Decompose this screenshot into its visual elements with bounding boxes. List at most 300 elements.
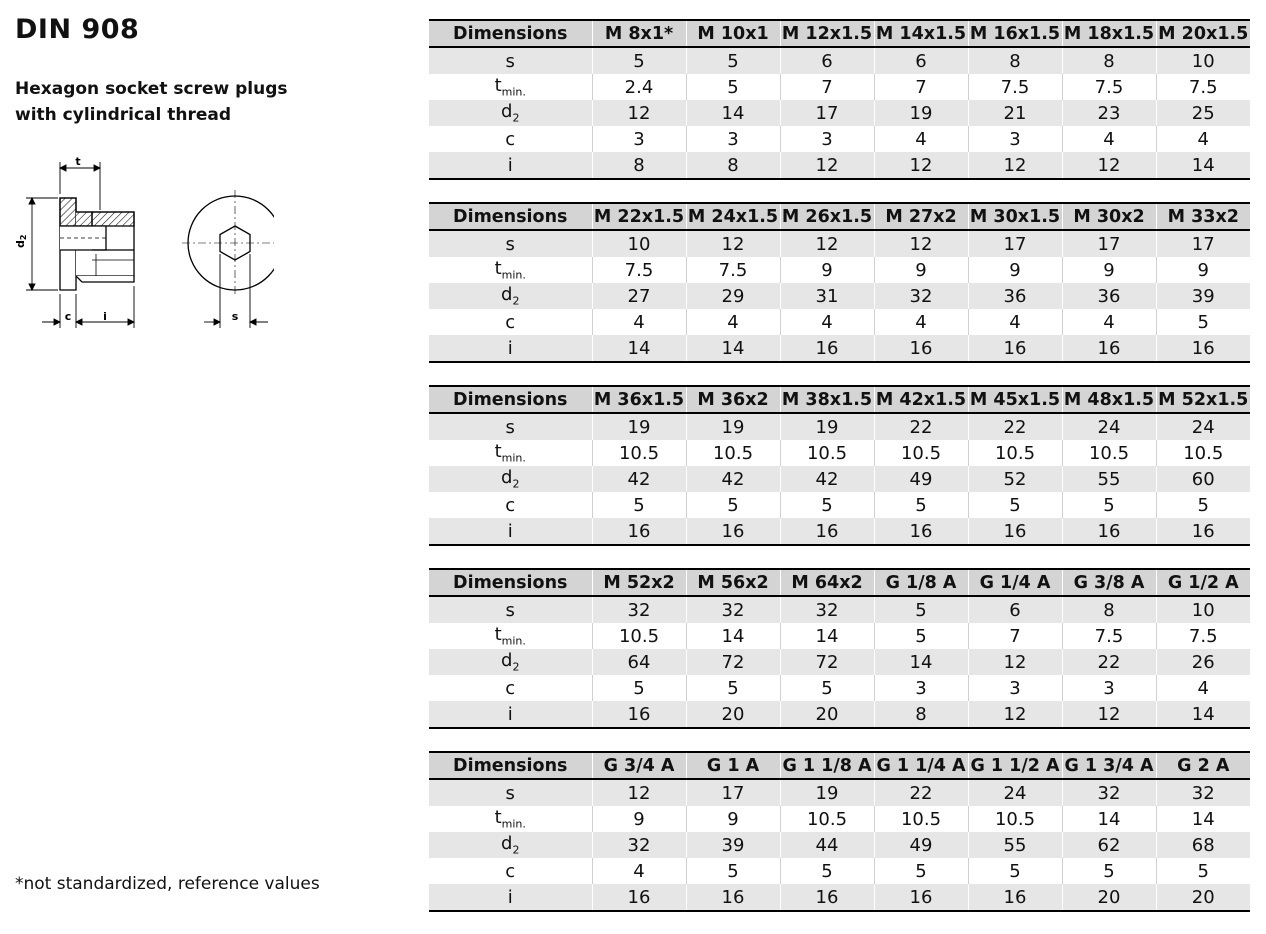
table-cell: 4 bbox=[968, 309, 1062, 335]
table-cell: 10.5 bbox=[686, 440, 780, 466]
table-cell: 5 bbox=[780, 675, 874, 701]
table-cell: 6 bbox=[968, 596, 1062, 623]
table-cell: 8 bbox=[686, 152, 780, 179]
column-header-size: M 56x2 bbox=[686, 569, 780, 596]
column-header-size: M 27x2 bbox=[874, 203, 968, 230]
table-cell: 8 bbox=[1062, 596, 1156, 623]
table-row bbox=[429, 466, 1250, 492]
table-cell: 5 bbox=[592, 675, 686, 701]
row-label bbox=[429, 779, 592, 806]
table-cell: 5 bbox=[874, 492, 968, 518]
table-cell: 10.5 bbox=[968, 806, 1062, 832]
column-header-dimensions: Dimensions bbox=[429, 569, 592, 596]
column-header-size: M 36x1.5 bbox=[592, 386, 686, 413]
table-cell: 14 bbox=[874, 649, 968, 675]
table-cell: 2.4 bbox=[592, 74, 686, 100]
table-cell: 8 bbox=[968, 47, 1062, 74]
table-cell: 3 bbox=[874, 675, 968, 701]
table-cell: 14 bbox=[1156, 152, 1250, 179]
table-row bbox=[429, 649, 1250, 675]
table-row bbox=[429, 858, 1250, 884]
table-cell: 8 bbox=[592, 152, 686, 179]
table-cell: 5 bbox=[686, 492, 780, 518]
table-cell: 42 bbox=[686, 466, 780, 492]
table-cell: 20 bbox=[686, 701, 780, 728]
table-row bbox=[429, 413, 1250, 440]
table-cell: 23 bbox=[1062, 100, 1156, 126]
table-cell: 55 bbox=[968, 832, 1062, 858]
table-row bbox=[429, 257, 1250, 283]
table-cell: 62 bbox=[1062, 832, 1156, 858]
row-label-main: t bbox=[494, 441, 502, 463]
table-cell: 4 bbox=[686, 309, 780, 335]
table-cell: 4 bbox=[1062, 126, 1156, 152]
table-row bbox=[429, 283, 1250, 309]
column-header-size: G 3/8 A bbox=[1062, 569, 1156, 596]
table-cell: 10.5 bbox=[874, 806, 968, 832]
table-cell: 6 bbox=[874, 47, 968, 74]
table-cell: 12 bbox=[780, 230, 874, 257]
table-cell: 5 bbox=[780, 858, 874, 884]
table-cell: 16 bbox=[968, 335, 1062, 362]
table-cell: 42 bbox=[592, 466, 686, 492]
table-row bbox=[429, 492, 1250, 518]
table-cell: 17 bbox=[1156, 230, 1250, 257]
table-cell: 4 bbox=[592, 309, 686, 335]
table-cell: 25 bbox=[1156, 100, 1250, 126]
table-cell: 4 bbox=[1156, 126, 1250, 152]
row-label-main: c bbox=[505, 860, 516, 882]
table-cell: 24 bbox=[968, 779, 1062, 806]
table-cell: 14 bbox=[686, 335, 780, 362]
table-cell: 4 bbox=[874, 126, 968, 152]
column-header-size: G 1 3/4 A bbox=[1062, 752, 1156, 779]
row-label-main: s bbox=[505, 233, 515, 255]
table-cell: 5 bbox=[1156, 858, 1250, 884]
row-label bbox=[429, 126, 592, 152]
dim-label-s: s bbox=[231, 310, 239, 323]
row-label bbox=[429, 309, 592, 335]
table-row bbox=[429, 74, 1250, 100]
table-cell: 17 bbox=[780, 100, 874, 126]
table-cell: 26 bbox=[1156, 649, 1250, 675]
dimension-table-4 bbox=[429, 568, 1250, 729]
table-cell: 3 bbox=[968, 126, 1062, 152]
row-label bbox=[429, 47, 592, 74]
row-label-main: i bbox=[507, 337, 513, 359]
table-cell: 12 bbox=[592, 100, 686, 126]
table-cell: 5 bbox=[968, 858, 1062, 884]
table-cell: 10.5 bbox=[592, 623, 686, 649]
subtitle-line-2: with cylindrical thread bbox=[15, 105, 232, 125]
row-label-main: s bbox=[505, 416, 515, 438]
table-cell: 12 bbox=[592, 779, 686, 806]
table-cell: 21 bbox=[968, 100, 1062, 126]
column-header-size: M 48x1.5 bbox=[1062, 386, 1156, 413]
table-cell: 16 bbox=[592, 884, 686, 911]
row-label bbox=[429, 623, 592, 649]
table-cell: 6 bbox=[780, 47, 874, 74]
table-cell: 5 bbox=[874, 858, 968, 884]
table-cell: 9 bbox=[592, 806, 686, 832]
row-label-sub: 2 bbox=[512, 660, 520, 674]
row-label-main: s bbox=[505, 782, 515, 804]
table-cell: 7.5 bbox=[1156, 74, 1250, 100]
column-header-size: G 1/8 A bbox=[874, 569, 968, 596]
row-label-main: t bbox=[494, 624, 502, 646]
table-cell: 17 bbox=[1062, 230, 1156, 257]
row-label bbox=[429, 74, 592, 100]
subtitle-line-1: Hexagon socket screw plugs bbox=[15, 79, 288, 99]
table-cell: 5 bbox=[686, 858, 780, 884]
row-label bbox=[429, 257, 592, 283]
table-cell: 5 bbox=[968, 492, 1062, 518]
table-cell: 4 bbox=[592, 858, 686, 884]
table-cell: 39 bbox=[1156, 283, 1250, 309]
column-header-size: M 18x1.5 bbox=[1062, 20, 1156, 47]
table-cell: 19 bbox=[780, 779, 874, 806]
table-cell: 5 bbox=[780, 492, 874, 518]
row-label-main: c bbox=[505, 494, 516, 516]
column-header-size: G 1 1/4 A bbox=[874, 752, 968, 779]
table-cell: 14 bbox=[686, 623, 780, 649]
table-cell: 3 bbox=[686, 126, 780, 152]
row-label-main: d bbox=[501, 101, 513, 123]
table-cell: 14 bbox=[686, 100, 780, 126]
row-label bbox=[429, 230, 592, 257]
row-label-main: t bbox=[494, 258, 502, 280]
dimension-table-3 bbox=[429, 385, 1250, 546]
side-view bbox=[60, 198, 134, 290]
table-cell: 7.5 bbox=[968, 74, 1062, 100]
column-header-size: M 20x1.5 bbox=[1156, 20, 1250, 47]
row-label bbox=[429, 858, 592, 884]
table-cell: 12 bbox=[1062, 152, 1156, 179]
row-label-sub: 2 bbox=[512, 843, 520, 857]
table-cell: 14 bbox=[1156, 806, 1250, 832]
row-label bbox=[429, 152, 592, 179]
table-cell: 68 bbox=[1156, 832, 1250, 858]
table-cell: 12 bbox=[968, 701, 1062, 728]
table-cell: 10.5 bbox=[592, 440, 686, 466]
row-label-main: c bbox=[505, 128, 516, 150]
row-label bbox=[429, 283, 592, 309]
table-cell: 3 bbox=[592, 126, 686, 152]
table-row bbox=[429, 596, 1250, 623]
table-cell: 19 bbox=[592, 413, 686, 440]
column-header-size: M 30x1.5 bbox=[968, 203, 1062, 230]
column-header-size: M 64x2 bbox=[780, 569, 874, 596]
table-cell: 44 bbox=[780, 832, 874, 858]
table-cell: 9 bbox=[1156, 257, 1250, 283]
table-cell: 32 bbox=[686, 596, 780, 623]
column-header-size: G 1/4 A bbox=[968, 569, 1062, 596]
row-label bbox=[429, 100, 592, 126]
column-header-size: M 26x1.5 bbox=[780, 203, 874, 230]
table-cell: 19 bbox=[874, 100, 968, 126]
column-header-size: M 33x2 bbox=[1156, 203, 1250, 230]
table-cell: 16 bbox=[686, 518, 780, 545]
row-label-main: i bbox=[507, 154, 513, 176]
table-cell: 12 bbox=[968, 152, 1062, 179]
table-cell: 32 bbox=[780, 596, 874, 623]
table-cell: 16 bbox=[780, 884, 874, 911]
table-cell: 9 bbox=[874, 257, 968, 283]
table-cell: 4 bbox=[1062, 309, 1156, 335]
column-header-size: M 38x1.5 bbox=[780, 386, 874, 413]
dim-label-t: t bbox=[75, 155, 81, 168]
table-cell: 5 bbox=[1062, 858, 1156, 884]
table-cell: 10.5 bbox=[1062, 440, 1156, 466]
dim-label-c: c bbox=[64, 310, 72, 323]
column-header-size: M 10x1 bbox=[686, 20, 780, 47]
row-label bbox=[429, 675, 592, 701]
table-cell: 22 bbox=[874, 413, 968, 440]
table-cell: 12 bbox=[780, 152, 874, 179]
row-label-main: i bbox=[507, 703, 513, 725]
column-header-size: M 22x1.5 bbox=[592, 203, 686, 230]
column-header-dimensions: Dimensions bbox=[429, 20, 592, 47]
table-cell: 16 bbox=[874, 884, 968, 911]
table-cell: 8 bbox=[874, 701, 968, 728]
row-label-sub: 2 bbox=[512, 294, 520, 308]
table-cell: 10.5 bbox=[1156, 440, 1250, 466]
column-header-dimensions: Dimensions bbox=[429, 386, 592, 413]
row-label-main: t bbox=[494, 807, 502, 829]
table-header-row bbox=[429, 569, 1250, 596]
table-cell: 20 bbox=[1062, 884, 1156, 911]
table-cell: 20 bbox=[780, 701, 874, 728]
column-header-size: G 1 1/2 A bbox=[968, 752, 1062, 779]
table-header-row bbox=[429, 386, 1250, 413]
column-header-size: M 45x1.5 bbox=[968, 386, 1062, 413]
table-cell: 7 bbox=[874, 74, 968, 100]
table-cell: 7.5 bbox=[592, 257, 686, 283]
dim-label-d2-sub: 2 bbox=[19, 234, 28, 241]
table-cell: 16 bbox=[686, 884, 780, 911]
table-cell: 16 bbox=[592, 701, 686, 728]
table-cell: 7.5 bbox=[1062, 623, 1156, 649]
row-label bbox=[429, 466, 592, 492]
table-cell: 36 bbox=[1062, 283, 1156, 309]
table-cell: 39 bbox=[686, 832, 780, 858]
table-cell: 5 bbox=[1062, 492, 1156, 518]
table-row bbox=[429, 152, 1250, 179]
table-cell: 10 bbox=[1156, 596, 1250, 623]
table-row bbox=[429, 806, 1250, 832]
dimension-table-1 bbox=[429, 19, 1250, 180]
page-subtitle bbox=[15, 76, 335, 128]
dim-label-d2-main: d bbox=[14, 240, 27, 248]
row-label-sub: min. bbox=[501, 817, 526, 831]
row-label bbox=[429, 492, 592, 518]
row-label-main: s bbox=[505, 599, 515, 621]
table-cell: 16 bbox=[968, 518, 1062, 545]
table-row bbox=[429, 623, 1250, 649]
column-header-dimensions: Dimensions bbox=[429, 203, 592, 230]
column-header-size: M 42x1.5 bbox=[874, 386, 968, 413]
table-cell: 16 bbox=[1062, 335, 1156, 362]
column-header-size: M 52x1.5 bbox=[1156, 386, 1250, 413]
row-label-sub: 2 bbox=[512, 477, 520, 491]
table-cell: 12 bbox=[874, 230, 968, 257]
table-cell: 16 bbox=[780, 335, 874, 362]
column-header-dimensions: Dimensions bbox=[429, 752, 592, 779]
column-header-size: G 2 A bbox=[1156, 752, 1250, 779]
column-header-size: M 24x1.5 bbox=[686, 203, 780, 230]
table-cell: 49 bbox=[874, 466, 968, 492]
table-cell: 9 bbox=[1062, 257, 1156, 283]
table-cell: 42 bbox=[780, 466, 874, 492]
technical-drawing bbox=[14, 150, 274, 335]
table-cell: 5 bbox=[686, 675, 780, 701]
table-cell: 16 bbox=[780, 518, 874, 545]
table-cell: 31 bbox=[780, 283, 874, 309]
table-cell: 55 bbox=[1062, 466, 1156, 492]
end-view bbox=[182, 190, 274, 296]
table-cell: 7 bbox=[968, 623, 1062, 649]
table-cell: 12 bbox=[686, 230, 780, 257]
table-cell: 7.5 bbox=[1156, 623, 1250, 649]
table-row bbox=[429, 832, 1250, 858]
row-label-main: d bbox=[501, 467, 513, 489]
table-header-row bbox=[429, 203, 1250, 230]
table-cell: 12 bbox=[874, 152, 968, 179]
row-label-sub: min. bbox=[501, 85, 526, 99]
table-cell: 9 bbox=[780, 257, 874, 283]
table-cell: 5 bbox=[1156, 309, 1250, 335]
table-row bbox=[429, 779, 1250, 806]
column-header-size: M 16x1.5 bbox=[968, 20, 1062, 47]
table-cell: 10.5 bbox=[968, 440, 1062, 466]
row-label-main: c bbox=[505, 311, 516, 333]
table-cell: 72 bbox=[686, 649, 780, 675]
table-cell: 5 bbox=[686, 74, 780, 100]
row-label bbox=[429, 440, 592, 466]
table-cell: 16 bbox=[1156, 335, 1250, 362]
row-label bbox=[429, 701, 592, 728]
table-cell: 29 bbox=[686, 283, 780, 309]
row-label-main: d bbox=[501, 284, 513, 306]
table-cell: 16 bbox=[874, 335, 968, 362]
table-cell: 10 bbox=[1156, 47, 1250, 74]
dimension-table-2 bbox=[429, 202, 1250, 363]
row-label bbox=[429, 518, 592, 545]
row-label bbox=[429, 884, 592, 911]
row-label-main: t bbox=[494, 75, 502, 97]
column-header-size: G 1/2 A bbox=[1156, 569, 1250, 596]
table-cell: 32 bbox=[1062, 779, 1156, 806]
table-cell: 72 bbox=[780, 649, 874, 675]
column-header-size: M 8x1* bbox=[592, 20, 686, 47]
table-row bbox=[429, 47, 1250, 74]
table-cell: 36 bbox=[968, 283, 1062, 309]
table-header-row bbox=[429, 752, 1250, 779]
row-label-main: s bbox=[505, 50, 515, 72]
dim-label-i: i bbox=[103, 310, 107, 323]
dimension-tables bbox=[429, 19, 1250, 934]
table-cell: 22 bbox=[1062, 649, 1156, 675]
dim-label-d2 bbox=[14, 235, 28, 248]
row-label-main: d bbox=[501, 650, 513, 672]
table-cell: 32 bbox=[592, 832, 686, 858]
page-title: DIN 908 bbox=[15, 14, 140, 45]
table-cell: 7.5 bbox=[1062, 74, 1156, 100]
table-cell: 19 bbox=[780, 413, 874, 440]
row-label-main: d bbox=[501, 833, 513, 855]
table-cell: 10.5 bbox=[780, 806, 874, 832]
row-label-sub: min. bbox=[501, 634, 526, 648]
row-label-main: c bbox=[505, 677, 516, 699]
table-cell: 32 bbox=[874, 283, 968, 309]
table-cell: 49 bbox=[874, 832, 968, 858]
table-row bbox=[429, 126, 1250, 152]
table-cell: 27 bbox=[592, 283, 686, 309]
table-cell: 9 bbox=[686, 806, 780, 832]
table-cell: 14 bbox=[1156, 701, 1250, 728]
table-cell: 5 bbox=[592, 492, 686, 518]
table-cell: 14 bbox=[592, 335, 686, 362]
table-row bbox=[429, 701, 1250, 728]
column-header-size: M 12x1.5 bbox=[780, 20, 874, 47]
table-cell: 24 bbox=[1156, 413, 1250, 440]
row-label bbox=[429, 806, 592, 832]
row-label-main: i bbox=[507, 886, 513, 908]
table-cell: 16 bbox=[1156, 518, 1250, 545]
table-cell: 32 bbox=[1156, 779, 1250, 806]
table-cell: 7 bbox=[780, 74, 874, 100]
table-row bbox=[429, 440, 1250, 466]
table-cell: 16 bbox=[874, 518, 968, 545]
row-label bbox=[429, 649, 592, 675]
table-cell: 19 bbox=[686, 413, 780, 440]
table-cell: 52 bbox=[968, 466, 1062, 492]
table-cell: 32 bbox=[592, 596, 686, 623]
table-cell: 10.5 bbox=[780, 440, 874, 466]
table-cell: 9 bbox=[968, 257, 1062, 283]
table-row bbox=[429, 309, 1250, 335]
dimension-table-5 bbox=[429, 751, 1250, 912]
table-cell: 4 bbox=[780, 309, 874, 335]
table-cell: 5 bbox=[874, 623, 968, 649]
row-label-sub: min. bbox=[501, 268, 526, 282]
table-cell: 17 bbox=[686, 779, 780, 806]
table-cell: 5 bbox=[874, 596, 968, 623]
row-label bbox=[429, 413, 592, 440]
table-cell: 14 bbox=[780, 623, 874, 649]
column-header-size: G 3/4 A bbox=[592, 752, 686, 779]
table-cell: 12 bbox=[1062, 701, 1156, 728]
table-cell: 16 bbox=[968, 884, 1062, 911]
table-row bbox=[429, 100, 1250, 126]
column-header-size: G 1 A bbox=[686, 752, 780, 779]
table-cell: 64 bbox=[592, 649, 686, 675]
table-cell: 3 bbox=[780, 126, 874, 152]
table-cell: 16 bbox=[1062, 518, 1156, 545]
column-header-size: M 30x2 bbox=[1062, 203, 1156, 230]
table-cell: 10.5 bbox=[874, 440, 968, 466]
row-label bbox=[429, 832, 592, 858]
column-header-size: M 14x1.5 bbox=[874, 20, 968, 47]
row-label-sub: min. bbox=[501, 451, 526, 465]
table-cell: 4 bbox=[874, 309, 968, 335]
row-label-sub: 2 bbox=[512, 111, 520, 125]
table-cell: 10 bbox=[592, 230, 686, 257]
footnote: *not standardized, reference values bbox=[15, 874, 320, 894]
table-header-row bbox=[429, 20, 1250, 47]
table-cell: 4 bbox=[1156, 675, 1250, 701]
table-cell: 12 bbox=[968, 649, 1062, 675]
